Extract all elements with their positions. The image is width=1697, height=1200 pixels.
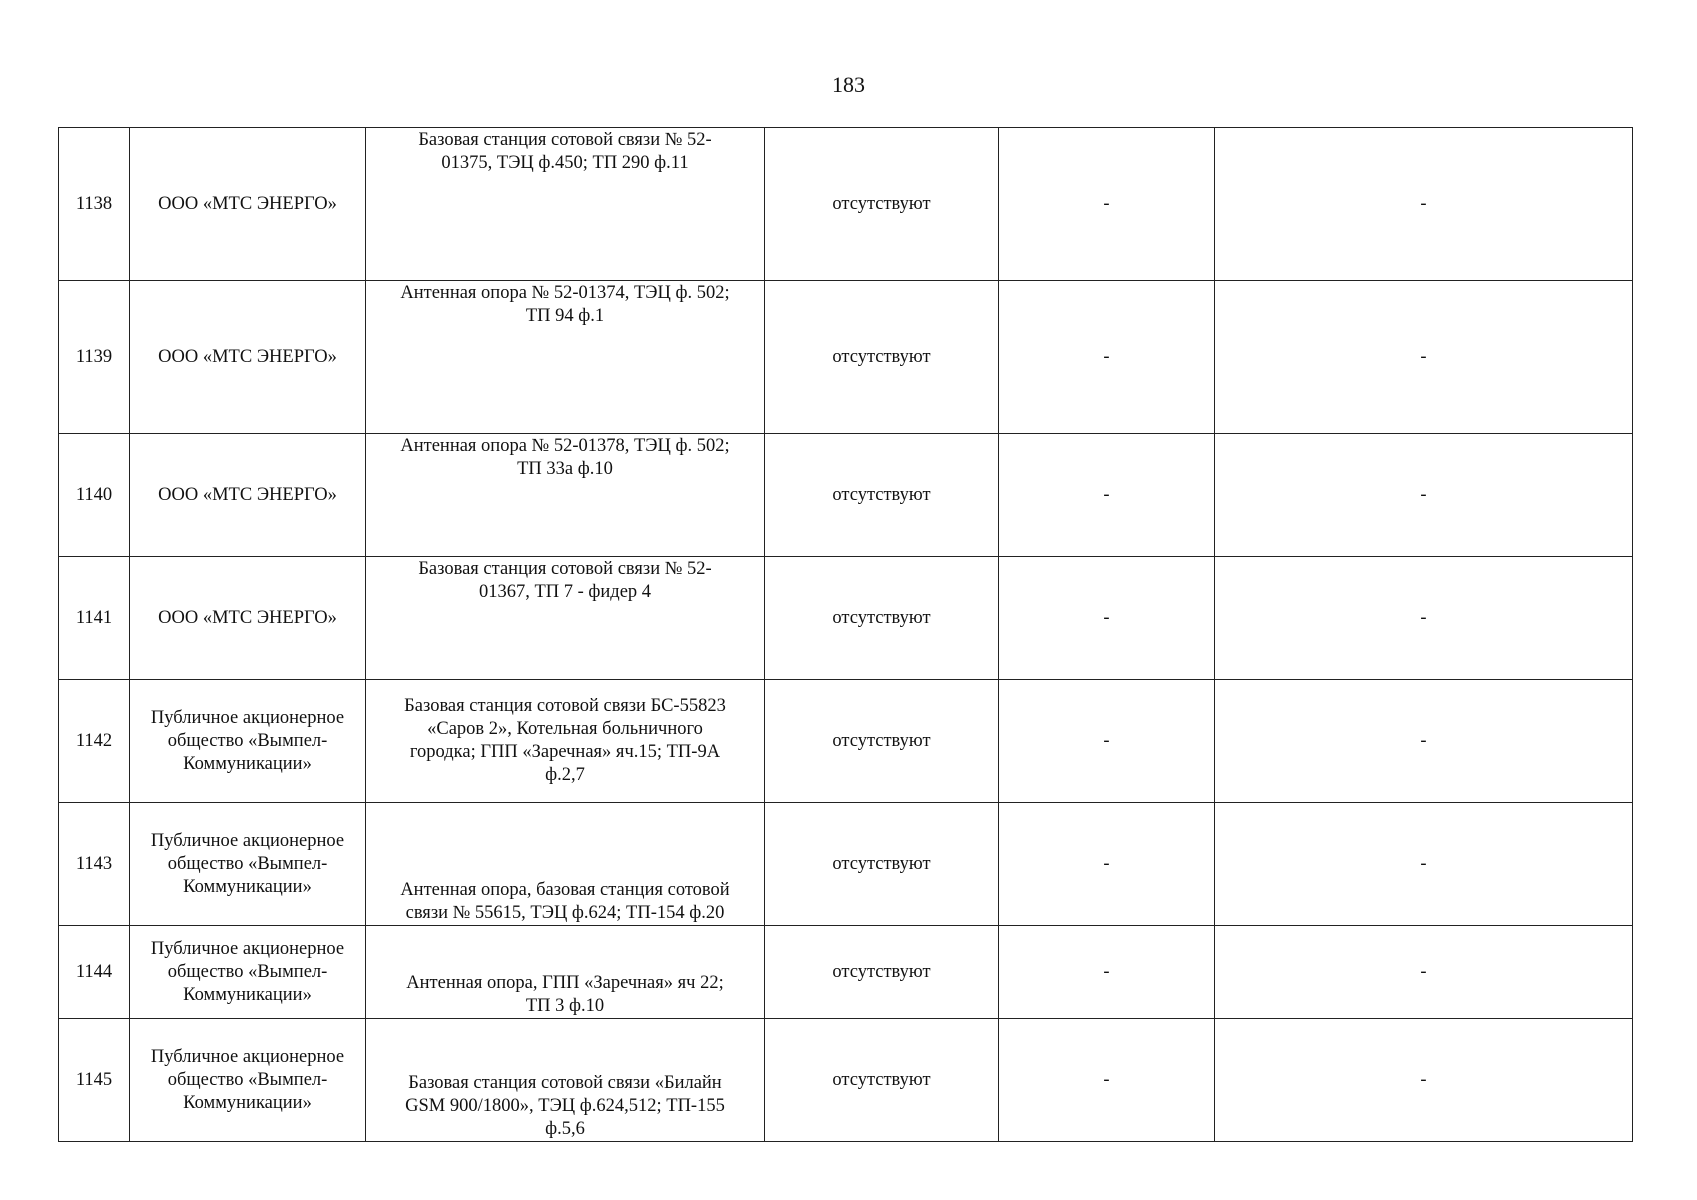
row-number: 1138 xyxy=(59,128,130,281)
col6-cell: - xyxy=(1215,1019,1633,1142)
table-row xyxy=(59,434,1633,557)
table-row xyxy=(59,926,1633,1019)
table-row xyxy=(59,128,1633,281)
object-cell: Антенная опора, ГПП «Заречная» яч 22; ТП 3 ф.10 xyxy=(366,926,765,1019)
owner-cell: ООО «МТС ЭНЕРГО» xyxy=(130,281,366,434)
object-cell: Антенная опора № 52-01378, ТЭЦ ф. 502; ТП 33а ф.10 xyxy=(366,434,765,557)
table-row xyxy=(59,680,1633,803)
row-number: 1142 xyxy=(59,680,130,803)
restrictions-cell: отсутствуют xyxy=(765,434,999,557)
col5-cell: - xyxy=(999,926,1215,1019)
col5-cell: - xyxy=(999,434,1215,557)
col6-cell: - xyxy=(1215,557,1633,680)
restrictions-cell: отсутствуют xyxy=(765,128,999,281)
object-cell: Антенная опора, базовая станция сотовой связи № 55615, ТЭЦ ф.624; ТП-154 ф.20 xyxy=(366,803,765,926)
registry-table xyxy=(58,127,1633,1142)
page-number: 183 xyxy=(832,72,865,97)
owner-cell: ООО «МТС ЭНЕРГО» xyxy=(130,434,366,557)
owner-cell: Публичное акционерное общество «Вымпел- Коммуникации» xyxy=(130,926,366,1019)
restrictions-cell: отсутствуют xyxy=(765,1019,999,1142)
col5-cell: - xyxy=(999,128,1215,281)
object-cell: Базовая станция сотовой связи № 52- 01367, ТП 7 - фидер 4 xyxy=(366,557,765,680)
row-number: 1141 xyxy=(59,557,130,680)
col6-cell: - xyxy=(1215,680,1633,803)
restrictions-cell: отсутствуют xyxy=(765,281,999,434)
col6-cell: - xyxy=(1215,128,1633,281)
col5-cell: - xyxy=(999,680,1215,803)
row-number: 1143 xyxy=(59,803,130,926)
restrictions-cell: отсутствуют xyxy=(765,680,999,803)
col6-cell: - xyxy=(1215,803,1633,926)
owner-cell: Публичное акционерное общество «Вымпел- Коммуникации» xyxy=(130,803,366,926)
owner-cell: ООО «МТС ЭНЕРГО» xyxy=(130,557,366,680)
row-number: 1145 xyxy=(59,1019,130,1142)
col5-cell: - xyxy=(999,557,1215,680)
owner-cell: ООО «МТС ЭНЕРГО» xyxy=(130,128,366,281)
owner-cell: Публичное акционерное общество «Вымпел- Коммуникации» xyxy=(130,1019,366,1142)
object-cell: Антенная опора № 52-01374, ТЭЦ ф. 502; ТП 94 ф.1 xyxy=(366,281,765,434)
col5-cell: - xyxy=(999,803,1215,926)
col6-cell: - xyxy=(1215,281,1633,434)
col6-cell: - xyxy=(1215,434,1633,557)
col6-cell: - xyxy=(1215,926,1633,1019)
restrictions-cell: отсутствуют xyxy=(765,926,999,1019)
restrictions-cell: отсутствуют xyxy=(765,803,999,926)
object-cell: Базовая станция сотовой связи БС-55823 «Саров 2», Котельная больничного городка; ГПП «Заречная» яч.15; ТП-9А ф.2,7 xyxy=(366,680,765,803)
table-row xyxy=(59,803,1633,926)
row-number: 1139 xyxy=(59,281,130,434)
table-row xyxy=(59,1019,1633,1142)
col5-cell: - xyxy=(999,281,1215,434)
table-row xyxy=(59,281,1633,434)
table-row xyxy=(59,557,1633,680)
owner-cell: Публичное акционерное общество «Вымпел- Коммуникации» xyxy=(130,680,366,803)
restrictions-cell: отсутствуют xyxy=(765,557,999,680)
col5-cell: - xyxy=(999,1019,1215,1142)
row-number: 1144 xyxy=(59,926,130,1019)
row-number: 1140 xyxy=(59,434,130,557)
object-cell: Базовая станция сотовой связи № 52- 01375, ТЭЦ ф.450; ТП 290 ф.11 xyxy=(366,128,765,281)
object-cell: Базовая станция сотовой связи «Билайн GSM 900/1800», ТЭЦ ф.624,512; ТП-155 ф.5,6 xyxy=(366,1019,765,1142)
